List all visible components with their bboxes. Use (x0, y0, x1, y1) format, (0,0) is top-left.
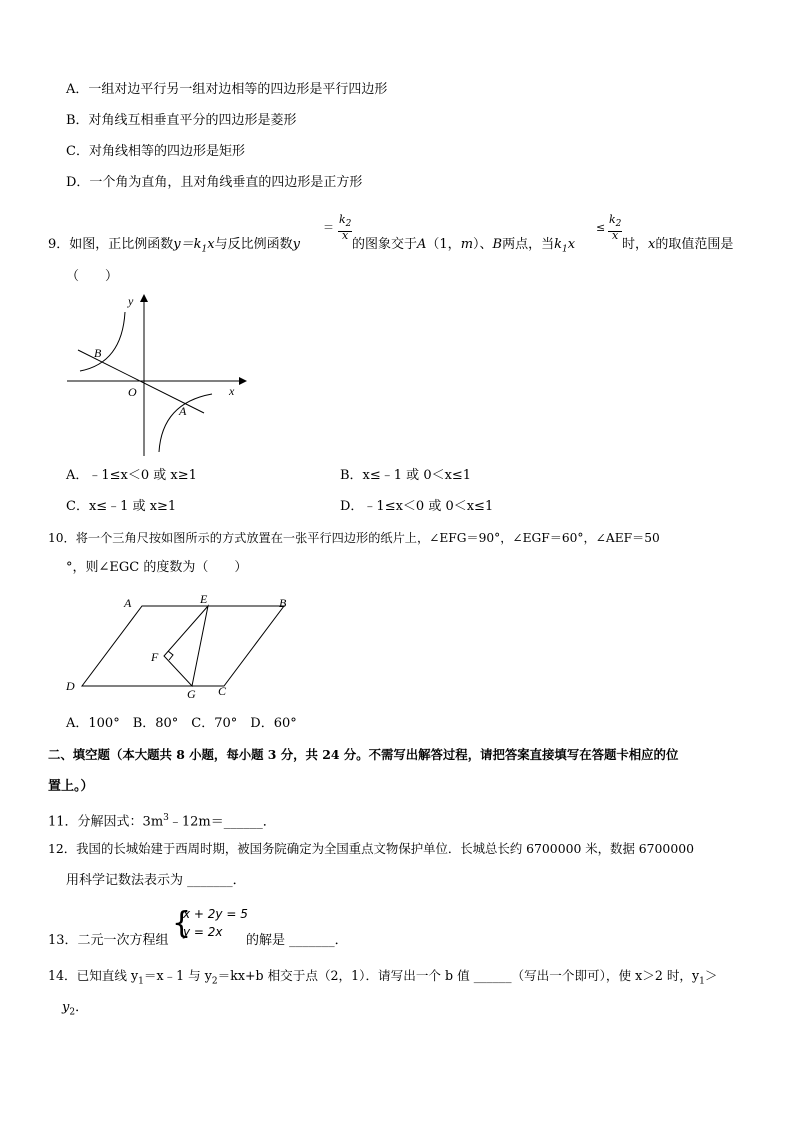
q9-option-b: B．x≤﹣1 或 0＜x≤1 (340, 468, 472, 483)
q13-suffix: 的解是 _______． (246, 933, 348, 948)
label-g: G (187, 687, 196, 701)
parallelogram (82, 606, 284, 686)
q11-blank: ______ (223, 814, 263, 830)
q13-system (172, 906, 248, 946)
q13-eq2: y = 2x (183, 925, 223, 939)
hyperbola-branch-upper-left (80, 312, 125, 371)
q10-stem-line2: °，则∠EGC 的度数为（ ） (66, 560, 248, 575)
q9-number: 9．如图，正比例函数 (48, 237, 174, 252)
label-f: F (151, 650, 159, 664)
q14-line2: $y_2$． (62, 1000, 89, 1018)
q9-graph (62, 288, 252, 458)
q9-linear-func: $y=k_1x$ (173, 237, 215, 255)
q14-blank: ______ (473, 968, 512, 983)
q9-option-a: A．﹣1≤x＜0 或 x≥1 (66, 468, 197, 483)
q13-prefix: 13．二元一次方程组 (48, 933, 169, 948)
q9-frac-den: x (342, 229, 349, 242)
graph-y-label: y (128, 294, 134, 308)
q8-option-d: D．一个角为直角，且对角线垂直的四边形是正方形 (66, 175, 363, 190)
label-e: E (200, 592, 208, 606)
q12-blank: _______ (187, 873, 233, 888)
q9-stem-3: 时，x的取值范围是 (622, 237, 734, 252)
q13-eq1: x + 2y = 5 (183, 907, 248, 921)
q9-stem (48, 236, 300, 259)
q9-mid-text: 与反比例函数 (214, 237, 293, 252)
graph-point-b-label: B (94, 346, 102, 360)
q8-option-b: B．对角线互相垂直平分的四边形是菱形 (66, 113, 297, 128)
section2-heading-line2: 置上。） (48, 779, 94, 794)
label-a: A (124, 596, 132, 610)
q8-option-a: A．一组对边平行另一组对边相等的四边形是平行四边形 (66, 82, 388, 97)
q13-blank: _______ (289, 933, 335, 948)
x-axis-arrow-icon (239, 377, 247, 385)
q8-option-c: C．对角线相等的四边形是矩形 (66, 144, 245, 159)
q10-options: A．100° B．80° C．70° D．60° (66, 716, 297, 731)
q9-le-sign: ≤ (596, 221, 606, 234)
q9-y: y (292, 237, 300, 252)
y-axis-arrow-icon (140, 294, 148, 302)
q10-figure (62, 592, 302, 702)
q11: 11．分解因式：$3m^3﹣12m=\_\_\_\_\_\_$． (48, 813, 276, 830)
q9-paren: （ ） (66, 269, 119, 284)
section2-heading-line1: 二、填空题（本大题共 8 小题，每小题 3 分，共 24 分。不需写出解答过程，请把答案直接填写在答题卡相应的位 (48, 747, 679, 762)
graph-point-a-label: A (179, 404, 187, 418)
q9-frac2-den: x (612, 229, 619, 242)
label-d: D (66, 679, 75, 693)
label-b: B (279, 596, 287, 610)
q9-eq-sign: ＝ (323, 221, 334, 234)
hyperbola-branch-lower-right (159, 394, 212, 452)
label-c: C (218, 684, 227, 698)
q13-brace: { (172, 906, 192, 941)
q9-frac-num: $k_2$ (338, 213, 352, 232)
q9-option-c: C．x≤﹣1 或 x≥1 (66, 499, 177, 514)
q9-stem-2: 的图象交于A（1，m）、B两点，当$k_1x$ (352, 237, 576, 255)
graph-origin-label: O (128, 385, 137, 399)
q9-option-d: D．﹣1≤x＜0 或 0＜x≤1 (340, 499, 494, 514)
q9-frac2-num: $k_2$ (608, 213, 622, 232)
right-angle-mark (168, 651, 173, 660)
q12-line2: 用科学记数法表示为 _______． (66, 873, 246, 888)
triangle-ruler (164, 606, 208, 686)
graph-x-label: x (229, 384, 235, 398)
q12-line1: 12．我国的长城始建于西周时期，被国务院确定为全国重点文物保护单位．长城总长约 6700000 米，数据 6700000 (48, 841, 694, 856)
q14-line1: 14．已知直线 $y_1=x﹣1$ 与 $y_2=kx+b$ 相交于点（2，1）．请写出一个 b 值 ______（写出一个即可），使 x＞2 时，$y_1>$ (48, 968, 718, 987)
q10-stem-line1: 10．将一个三角尺按如图所示的方式放置在一张平行四边形的纸片上，∠EFG＝90°，∠EGF＝60°，∠AEF＝50 (48, 531, 660, 545)
